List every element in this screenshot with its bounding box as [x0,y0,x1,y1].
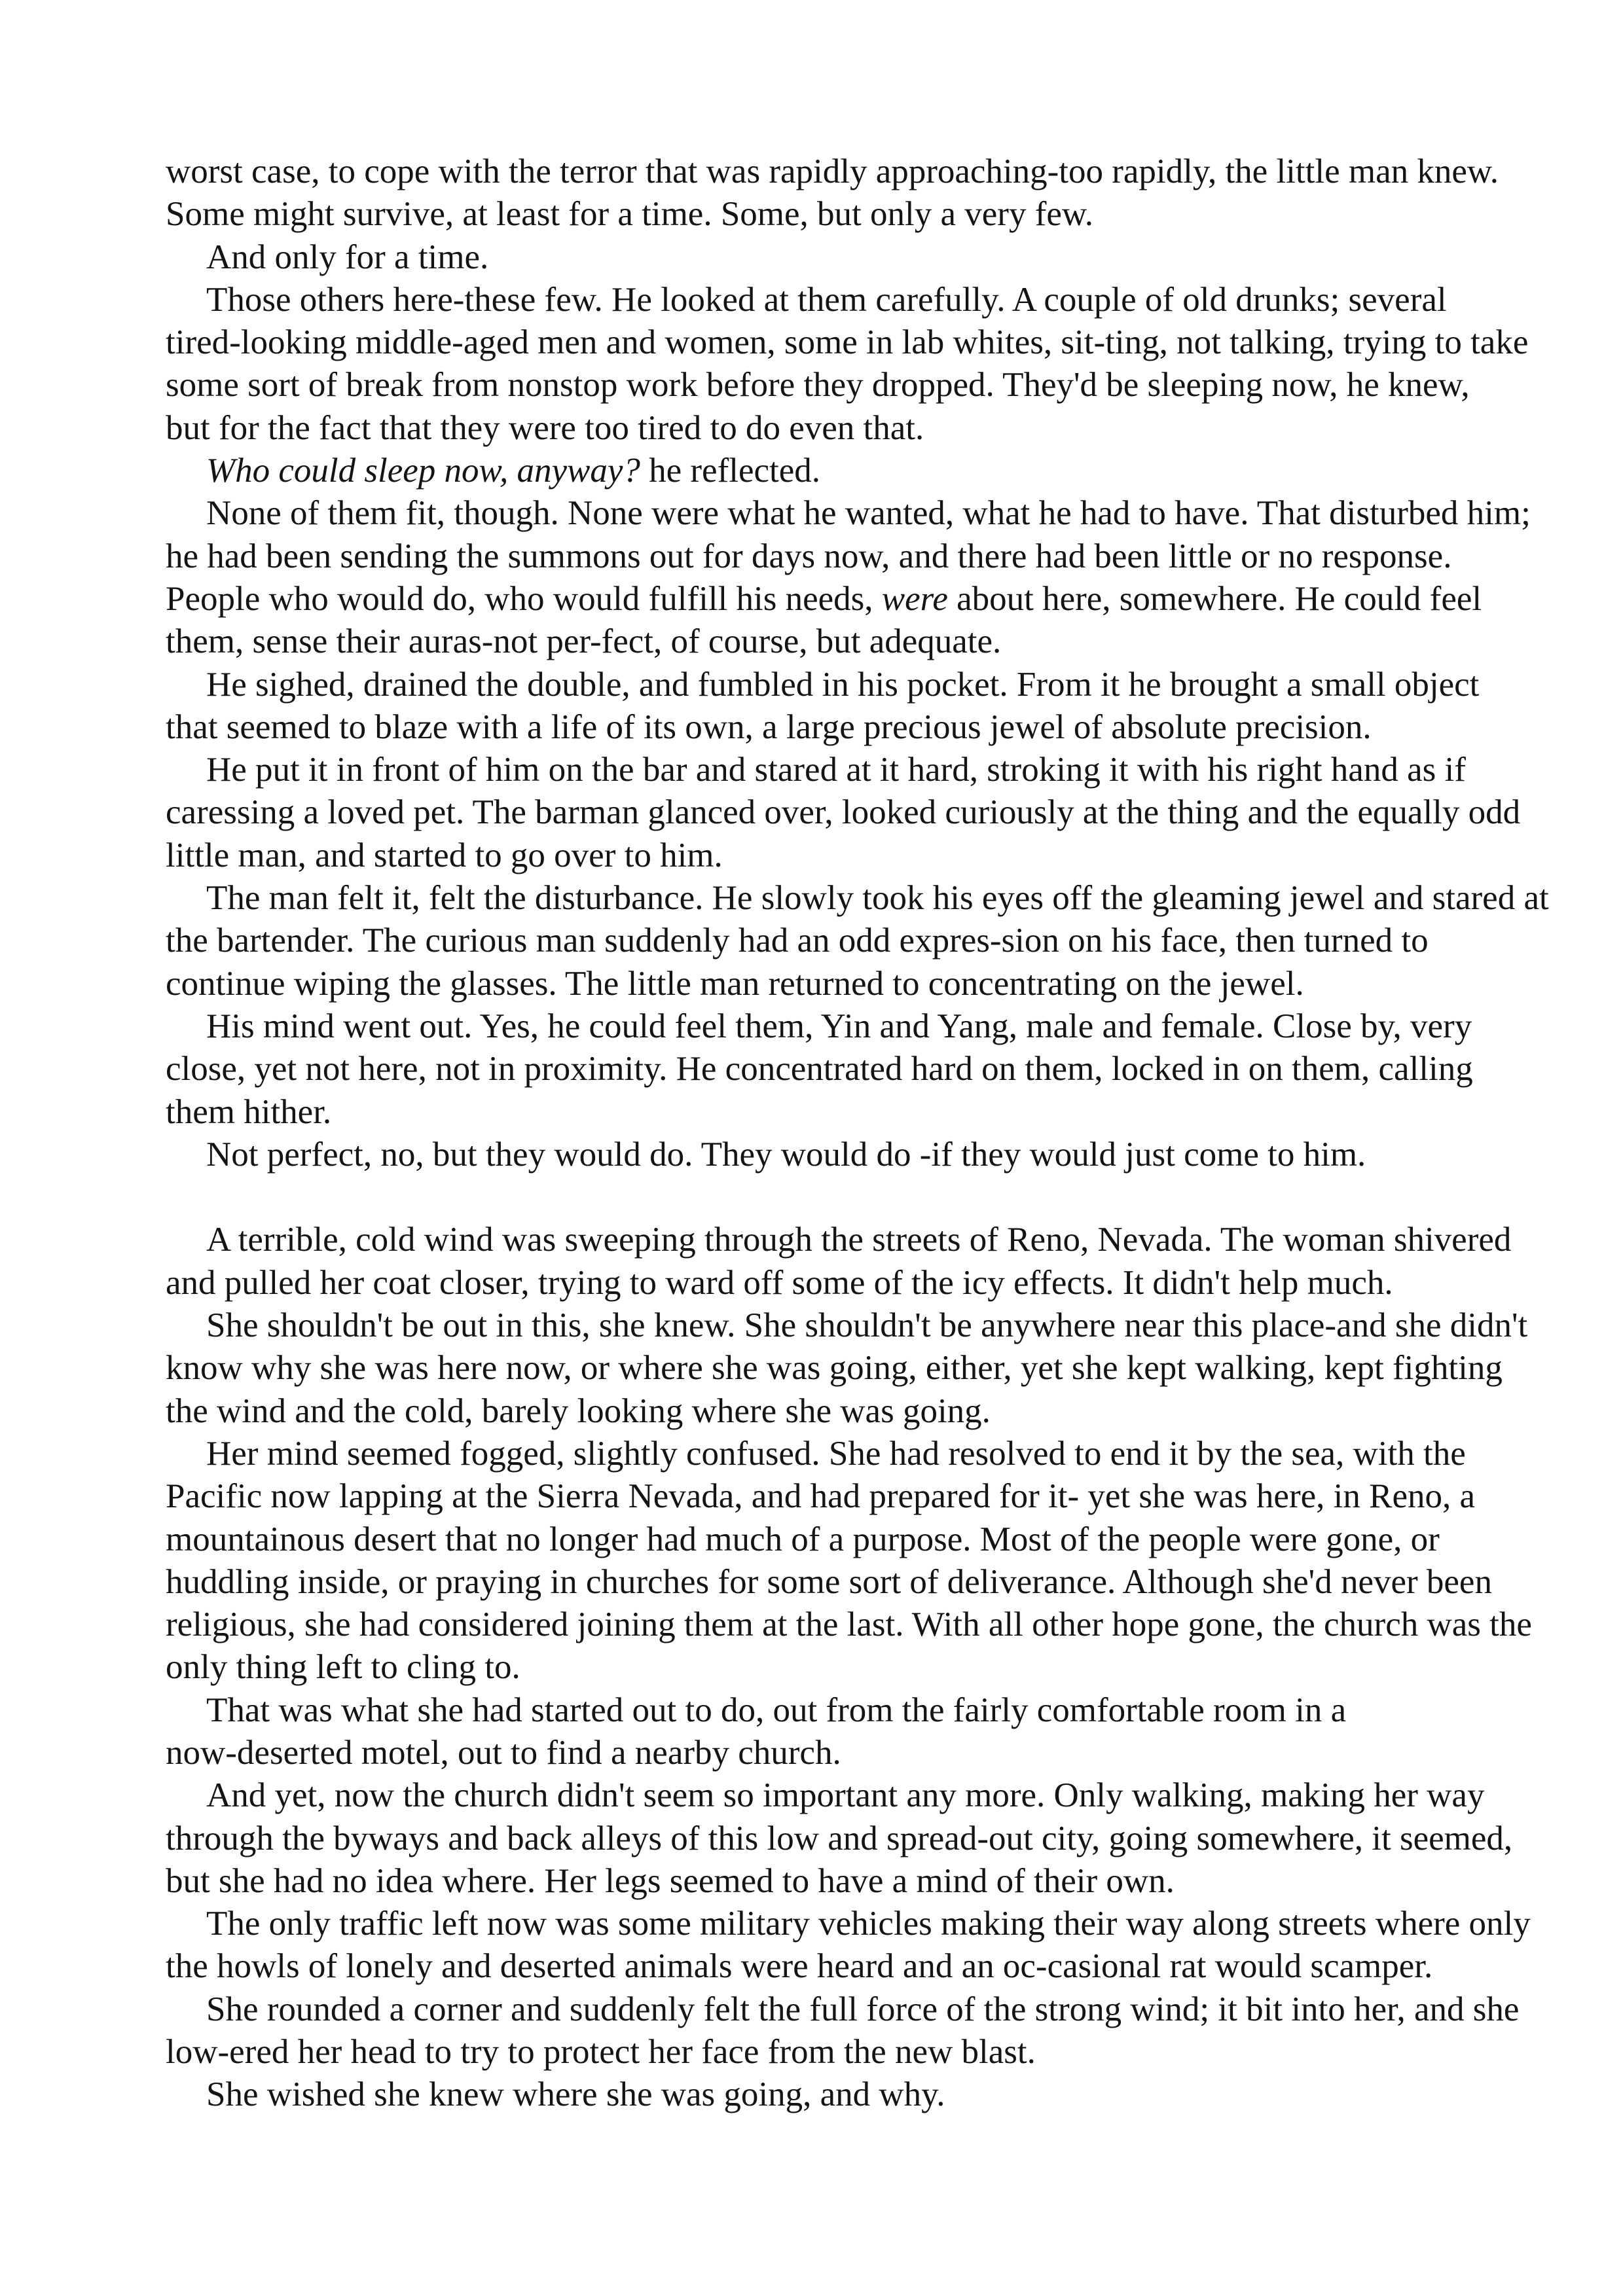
text-line: The man felt it, felt the disturbance. He slowly took his eyes off the gleaming jewel and stared at [206,879,1549,918]
text-line: And yet, now the church didn't seem so important any more. Only walking, making her way [206,1776,1485,1815]
text-line: but she had no idea where. Her legs seemed to have a mind of their own. [166,1861,1175,1900]
text-line: His mind went out. Yes, he could feel them, Yin and Yang, male and female. Close by, very [206,1007,1472,1045]
text-line: he had been sending the summons out for days now, and there had been little or no response. [166,537,1452,575]
text-line: Pacific now lapping at the Sierra Nevada, and had prepared for it- yet she was here, in Reno, a [166,1477,1475,1516]
text-line: know why she was here now, or where she was going, either, yet she kept walking, kept fighting [166,1349,1503,1388]
text-line: worst case, to cope with the terror that was rapidly approaching-too rapidly, the little man knew. [166,152,1499,190]
text-line: He sighed, drained the double, and fumbled in his pocket. From it he brought a small object [206,665,1480,704]
text-line: the wind and the cold, barely looking where she was going. [166,1391,991,1430]
italic-phrase: Who could sleep now, anyway? [206,452,640,490]
text-line: close, yet not here, not in proximity. He concentrated hard on them, locked in on them, calling [166,1050,1473,1088]
text-line: the howls of lonely and deserted animals were heard and an oc-casional rat would scamper. [166,1947,1433,1986]
text-line: Not perfect, no, but they would do. They would do -if they would just come to him. [206,1135,1366,1174]
text-line: continue wiping the glasses. The little man returned to concentrating on the jewel. [166,964,1304,1003]
text-run: People who would do, who would fulfill his needs, [166,579,882,618]
text-line: them, sense their auras-not per-fect, of course, but adequate. [166,622,1002,661]
text-line: them hither. [166,1092,332,1131]
text-line: little man, and started to go over to him. [166,836,723,874]
text-line [166,578,1623,620]
text-line: mountainous desert that no longer had much of a purpose. Most of the people were gone, or [166,1520,1440,1558]
text-line: that seemed to blaze with a life of its own, a large precious jewel of absolute precision. [166,708,1372,746]
text-line: religious, she had considered joining them at the last. With all other hope gone, the church was the [166,1605,1532,1644]
text-line: Those others here-these few. He looked at them carefully. A couple of old drunks; several [206,280,1447,319]
text-line: through the byways and back alleys of this low and spread-out city, going somewhere, it seemed, [166,1819,1513,1857]
text-line: And only for a time. [206,238,489,276]
italic-word: were [881,579,948,618]
text-line: and pulled her coat closer, trying to ward off some of the icy effects. It didn't help much. [166,1263,1393,1302]
text-line: None of them fit, though. None were what he wanted, what he had to have. That disturbed him; [206,494,1531,533]
section-break [166,1176,1623,1219]
text-line: now-deserted motel, out to find a nearby church. [166,1733,841,1772]
text-line: A terrible, cold wind was sweeping through the streets of Reno, Nevada. The woman shivered [206,1221,1512,1259]
text-line: caressing a loved pet. The barman glanced over, looked curiously at the thing and the equally odd [166,793,1521,832]
text-line [166,450,1623,492]
text-line: That was what she had started out to do, out from the fairly comfortable room in a [206,1691,1347,1729]
text-line: She shouldn't be out in this, she knew. She shouldn't be anywhere near this place-and she didn't [206,1306,1528,1345]
text-line: some sort of break from nonstop work before they dropped. They'd be sleeping now, he knew, [166,366,1470,404]
text-line: tired-looking middle-aged men and women, some in lab whites, sit-ting, not talking, trying to take [166,323,1529,362]
text-run: about here, somewhere. He could feel [947,579,1482,618]
text-line: but for the fact that they were too tired to do even that. [166,408,924,447]
text-line: He put it in front of him on the bar and stared at it hard, stroking it with his right hand as if [206,751,1466,789]
body-text [166,151,1623,2117]
text-line: She wished she knew where she was going, and why. [206,2075,945,2114]
text-line: low-ered her head to try to protect her face from the new blast. [166,2033,1036,2072]
text-line: Some might survive, at least for a time. Some, but only a very few. [166,195,1093,234]
text-line: only thing left to cling to. [166,1648,520,1687]
text-line: The only traffic left now was some military vehicles making their way along streets where only [206,1905,1531,1943]
text-run: he reflected. [640,452,820,490]
text-line: Her mind seemed fogged, slightly confused. She had resolved to end it by the sea, with the [206,1434,1466,1473]
text-line: the bartender. The curious man suddenly had an odd expres-sion on his face, then turned to [166,922,1429,960]
text-line: huddling inside, or praying in churches for some sort of deliverance. Although she'd never been [166,1562,1492,1601]
text-line: She rounded a corner and suddenly felt the full force of the strong wind; it bit into her, and she [206,1990,1520,2028]
